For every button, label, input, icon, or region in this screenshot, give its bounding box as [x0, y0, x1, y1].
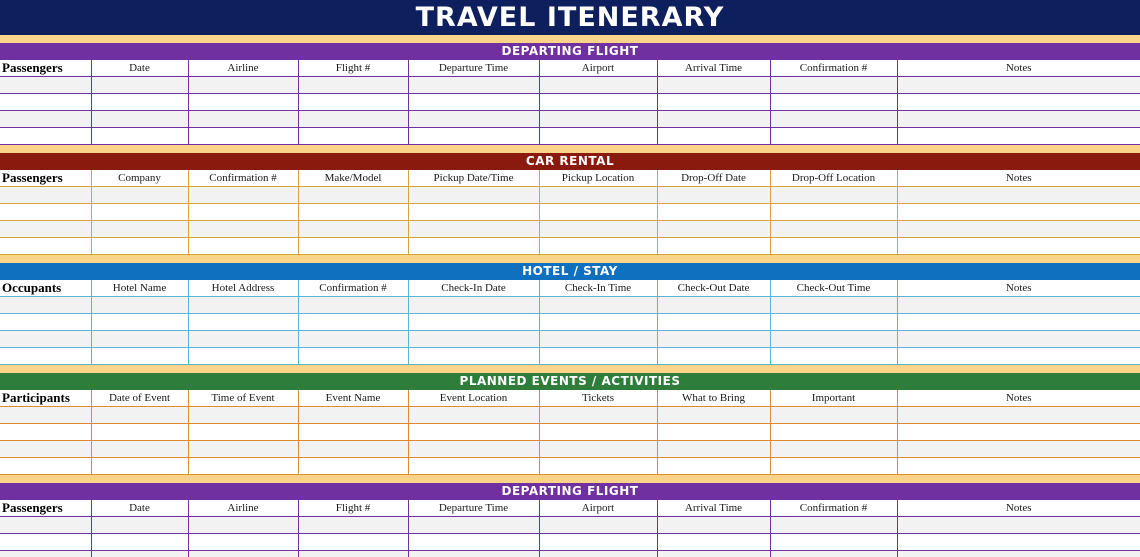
table-cell[interactable]: [408, 441, 539, 458]
table-cell[interactable]: [897, 111, 1140, 128]
table-cell[interactable]: [770, 111, 897, 128]
table-cell[interactable]: [408, 458, 539, 475]
column-header: Check-Out Date: [657, 280, 770, 297]
column-header: Drop-Off Date: [657, 170, 770, 187]
table-cell[interactable]: [657, 111, 770, 128]
table-row: [0, 331, 1140, 348]
table-cell[interactable]: [0, 424, 91, 441]
column-header: Confirmation #: [188, 170, 298, 187]
table-cell[interactable]: [188, 551, 298, 557]
column-header: Departure Time: [408, 60, 539, 77]
table-cell[interactable]: [897, 187, 1140, 204]
table-row: [0, 238, 1140, 255]
table-row: [0, 128, 1140, 145]
table-cell[interactable]: [770, 441, 897, 458]
table-cell[interactable]: [770, 458, 897, 475]
column-header: Important: [770, 390, 897, 407]
table-cell[interactable]: [188, 297, 298, 314]
table-cell[interactable]: [298, 314, 408, 331]
table-cell[interactable]: [298, 128, 408, 145]
section-spacer: [0, 475, 1140, 483]
column-header: Flight #: [298, 500, 408, 517]
table-cell[interactable]: [91, 551, 188, 557]
table-cell[interactable]: [408, 187, 539, 204]
section-table: [0, 280, 1140, 365]
table-cell[interactable]: [770, 221, 897, 238]
table-cell[interactable]: [897, 204, 1140, 221]
header-row: [0, 60, 1140, 77]
table-cell[interactable]: [408, 517, 539, 534]
table-cell[interactable]: [0, 128, 91, 145]
column-header: Hotel Name: [91, 280, 188, 297]
column-header: Passengers: [0, 500, 91, 517]
table-cell[interactable]: [539, 534, 657, 551]
table-cell[interactable]: [897, 331, 1140, 348]
table-cell[interactable]: [897, 77, 1140, 94]
table-cell[interactable]: [897, 534, 1140, 551]
table-cell[interactable]: [408, 297, 539, 314]
table-cell[interactable]: [657, 238, 770, 255]
table-cell[interactable]: [539, 407, 657, 424]
column-header: Notes: [897, 280, 1140, 297]
table-cell[interactable]: [539, 238, 657, 255]
table-cell[interactable]: [298, 424, 408, 441]
table-cell[interactable]: [298, 297, 408, 314]
column-header: Occupants: [0, 280, 91, 297]
table-cell[interactable]: [897, 517, 1140, 534]
table-cell[interactable]: [897, 551, 1140, 557]
table-cell[interactable]: [657, 128, 770, 145]
table-cell[interactable]: [91, 424, 188, 441]
table-cell[interactable]: [657, 517, 770, 534]
table-cell[interactable]: [91, 238, 188, 255]
table-cell[interactable]: [0, 111, 91, 128]
table-cell[interactable]: [188, 128, 298, 145]
table-cell[interactable]: [770, 517, 897, 534]
table-row: [0, 551, 1140, 557]
column-header: Flight #: [298, 60, 408, 77]
section-title: DEPARTING FLIGHT: [0, 43, 1140, 60]
table-cell[interactable]: [770, 128, 897, 145]
column-header: Drop-Off Location: [770, 170, 897, 187]
table-cell[interactable]: [188, 441, 298, 458]
table-cell[interactable]: [298, 221, 408, 238]
table-cell[interactable]: [539, 331, 657, 348]
column-header: Notes: [897, 60, 1140, 77]
table-cell[interactable]: [897, 94, 1140, 111]
table-cell[interactable]: [770, 551, 897, 557]
table-cell[interactable]: [539, 94, 657, 111]
table-cell[interactable]: [91, 331, 188, 348]
table-cell[interactable]: [91, 297, 188, 314]
table-row: [0, 407, 1140, 424]
column-header: What to Bring: [657, 390, 770, 407]
table-cell[interactable]: [539, 517, 657, 534]
table-cell[interactable]: [298, 348, 408, 365]
table-cell[interactable]: [91, 221, 188, 238]
table-row: [0, 348, 1140, 365]
table-cell[interactable]: [657, 187, 770, 204]
table-row: [0, 111, 1140, 128]
table-cell[interactable]: [770, 204, 897, 221]
table-cell[interactable]: [539, 187, 657, 204]
table-cell[interactable]: [0, 314, 91, 331]
column-header: Notes: [897, 390, 1140, 407]
column-header: Pickup Location: [539, 170, 657, 187]
table-cell[interactable]: [298, 187, 408, 204]
table-cell[interactable]: [298, 517, 408, 534]
table-cell[interactable]: [188, 458, 298, 475]
column-header: Passengers: [0, 60, 91, 77]
column-header: Make/Model: [298, 170, 408, 187]
table-cell[interactable]: [657, 407, 770, 424]
table-cell[interactable]: [770, 238, 897, 255]
table-cell[interactable]: [298, 458, 408, 475]
table-cell[interactable]: [91, 348, 188, 365]
table-cell[interactable]: [539, 111, 657, 128]
table-cell[interactable]: [408, 314, 539, 331]
table-cell[interactable]: [657, 534, 770, 551]
column-header: Time of Event: [188, 390, 298, 407]
table-cell[interactable]: [0, 204, 91, 221]
column-header: Airline: [188, 60, 298, 77]
table-cell[interactable]: [657, 348, 770, 365]
table-cell[interactable]: [188, 238, 298, 255]
column-header: Notes: [897, 170, 1140, 187]
column-header: Date of Event: [91, 390, 188, 407]
table-cell[interactable]: [539, 204, 657, 221]
table-cell[interactable]: [897, 441, 1140, 458]
table-cell[interactable]: [408, 407, 539, 424]
table-cell[interactable]: [408, 221, 539, 238]
table-cell[interactable]: [0, 238, 91, 255]
header-row: [0, 170, 1140, 187]
column-header: Event Name: [298, 390, 408, 407]
table-cell[interactable]: [0, 551, 91, 557]
section-spacer: [0, 145, 1140, 153]
table-cell[interactable]: [897, 297, 1140, 314]
table-cell[interactable]: [657, 297, 770, 314]
column-header: Company: [91, 170, 188, 187]
column-header: Participants: [0, 390, 91, 407]
section-table: [0, 170, 1140, 255]
table-cell[interactable]: [657, 551, 770, 557]
table-cell[interactable]: [539, 441, 657, 458]
column-header: Arrival Time: [657, 60, 770, 77]
table-cell[interactable]: [408, 204, 539, 221]
table-cell[interactable]: [188, 424, 298, 441]
table-cell[interactable]: [91, 128, 188, 145]
column-header: Event Location: [408, 390, 539, 407]
table-cell[interactable]: [408, 94, 539, 111]
table-row: [0, 424, 1140, 441]
table-cell[interactable]: [657, 221, 770, 238]
table-row: [0, 458, 1140, 475]
column-header: Hotel Address: [188, 280, 298, 297]
table-cell[interactable]: [539, 348, 657, 365]
table-cell[interactable]: [897, 221, 1140, 238]
section-title: CAR RENTAL: [0, 153, 1140, 170]
table-cell[interactable]: [91, 187, 188, 204]
table-cell[interactable]: [408, 77, 539, 94]
table-cell[interactable]: [770, 297, 897, 314]
table-cell[interactable]: [0, 441, 91, 458]
table-cell[interactable]: [188, 77, 298, 94]
table-cell[interactable]: [539, 297, 657, 314]
table-cell[interactable]: [298, 238, 408, 255]
table-cell[interactable]: [770, 187, 897, 204]
table-cell[interactable]: [298, 111, 408, 128]
column-header: Passengers: [0, 170, 91, 187]
table-cell[interactable]: [188, 187, 298, 204]
table-cell[interactable]: [657, 77, 770, 94]
table-cell[interactable]: [897, 348, 1140, 365]
table-cell[interactable]: [0, 348, 91, 365]
table-cell[interactable]: [770, 407, 897, 424]
table-cell[interactable]: [539, 314, 657, 331]
table-cell[interactable]: [897, 424, 1140, 441]
column-header: Airline: [188, 500, 298, 517]
column-header: Check-In Time: [539, 280, 657, 297]
table-row: [0, 297, 1140, 314]
table-cell[interactable]: [657, 204, 770, 221]
table-cell[interactable]: [539, 221, 657, 238]
table-row: [0, 517, 1140, 534]
table-cell[interactable]: [91, 94, 188, 111]
column-header: Tickets: [539, 390, 657, 407]
column-header: Airport: [539, 60, 657, 77]
table-cell[interactable]: [657, 94, 770, 111]
section-table: [0, 500, 1140, 557]
table-cell[interactable]: [897, 128, 1140, 145]
table-cell[interactable]: [188, 204, 298, 221]
table-cell[interactable]: [91, 517, 188, 534]
table-cell[interactable]: [298, 94, 408, 111]
table-row: [0, 221, 1140, 238]
table-cell[interactable]: [0, 331, 91, 348]
column-header: Confirmation #: [298, 280, 408, 297]
table-cell[interactable]: [408, 238, 539, 255]
table-cell[interactable]: [188, 517, 298, 534]
table-cell[interactable]: [408, 128, 539, 145]
table-cell[interactable]: [0, 187, 91, 204]
table-cell[interactable]: [0, 458, 91, 475]
table-cell[interactable]: [539, 424, 657, 441]
table-cell[interactable]: [0, 297, 91, 314]
table-cell[interactable]: [298, 204, 408, 221]
header-row: [0, 280, 1140, 297]
table-cell[interactable]: [298, 407, 408, 424]
table-cell[interactable]: [0, 77, 91, 94]
header-row: [0, 390, 1140, 407]
table-cell[interactable]: [539, 128, 657, 145]
table-row: [0, 441, 1140, 458]
column-header: Departure Time: [408, 500, 539, 517]
table-cell[interactable]: [298, 534, 408, 551]
sheet-title: TRAVEL ITENERARY: [0, 0, 1140, 35]
table-cell[interactable]: [770, 331, 897, 348]
table-cell[interactable]: [408, 551, 539, 557]
section-title: HOTEL / STAY: [0, 263, 1140, 280]
table-cell[interactable]: [188, 111, 298, 128]
table-cell[interactable]: [657, 441, 770, 458]
table-cell[interactable]: [298, 551, 408, 557]
table-cell[interactable]: [91, 77, 188, 94]
table-cell[interactable]: [539, 551, 657, 557]
table-cell[interactable]: [298, 331, 408, 348]
section-spacer: [0, 35, 1140, 43]
table-cell[interactable]: [897, 314, 1140, 331]
column-header: Date: [91, 60, 188, 77]
table-cell[interactable]: [657, 424, 770, 441]
column-header: Airport: [539, 500, 657, 517]
table-cell[interactable]: [408, 424, 539, 441]
table-cell[interactable]: [539, 458, 657, 475]
section-table: [0, 390, 1140, 475]
table-row: [0, 77, 1140, 94]
column-header: Notes: [897, 500, 1140, 517]
section-spacer: [0, 365, 1140, 373]
table-cell[interactable]: [657, 314, 770, 331]
table-cell[interactable]: [408, 534, 539, 551]
table-cell[interactable]: [897, 238, 1140, 255]
table-row: [0, 94, 1140, 111]
table-cell[interactable]: [91, 458, 188, 475]
table-row: [0, 187, 1140, 204]
header-row: [0, 500, 1140, 517]
table-cell[interactable]: [539, 77, 657, 94]
table-cell[interactable]: [770, 77, 897, 94]
column-header: Check-In Date: [408, 280, 539, 297]
table-cell[interactable]: [91, 534, 188, 551]
table-cell[interactable]: [188, 348, 298, 365]
table-cell[interactable]: [408, 331, 539, 348]
table-cell[interactable]: [91, 407, 188, 424]
table-cell[interactable]: [0, 221, 91, 238]
table-cell[interactable]: [408, 348, 539, 365]
table-cell[interactable]: [770, 424, 897, 441]
table-cell[interactable]: [770, 94, 897, 111]
column-header: Date: [91, 500, 188, 517]
table-cell[interactable]: [91, 314, 188, 331]
table-cell[interactable]: [0, 517, 91, 534]
table-cell[interactable]: [770, 348, 897, 365]
table-cell[interactable]: [188, 331, 298, 348]
table-cell[interactable]: [0, 94, 91, 111]
column-header: Confirmation #: [770, 500, 897, 517]
section-title: PLANNED EVENTS / ACTIVITIES: [0, 373, 1140, 390]
table-cell[interactable]: [188, 221, 298, 238]
table-row: [0, 314, 1140, 331]
table-cell[interactable]: [298, 77, 408, 94]
table-cell[interactable]: [91, 204, 188, 221]
table-cell[interactable]: [408, 111, 539, 128]
table-cell[interactable]: [188, 534, 298, 551]
section-spacer: [0, 255, 1140, 263]
table-row: [0, 204, 1140, 221]
table-cell[interactable]: [188, 314, 298, 331]
table-cell[interactable]: [770, 534, 897, 551]
column-header: Pickup Date/Time: [408, 170, 539, 187]
section-title: DEPARTING FLIGHT: [0, 483, 1140, 500]
table-cell[interactable]: [188, 407, 298, 424]
column-header: Arrival Time: [657, 500, 770, 517]
table-cell[interactable]: [298, 441, 408, 458]
section-table: [0, 60, 1140, 145]
column-header: Confirmation #: [770, 60, 897, 77]
table-cell[interactable]: [657, 458, 770, 475]
sections-container: [0, 35, 1140, 557]
table-row: [0, 534, 1140, 551]
table-cell[interactable]: [188, 94, 298, 111]
table-cell[interactable]: [0, 534, 91, 551]
table-cell[interactable]: [657, 331, 770, 348]
table-cell[interactable]: [0, 407, 91, 424]
table-cell[interactable]: [770, 314, 897, 331]
column-header: Check-Out Time: [770, 280, 897, 297]
table-cell[interactable]: [91, 441, 188, 458]
table-cell[interactable]: [91, 111, 188, 128]
table-cell[interactable]: [897, 458, 1140, 475]
table-cell[interactable]: [897, 407, 1140, 424]
